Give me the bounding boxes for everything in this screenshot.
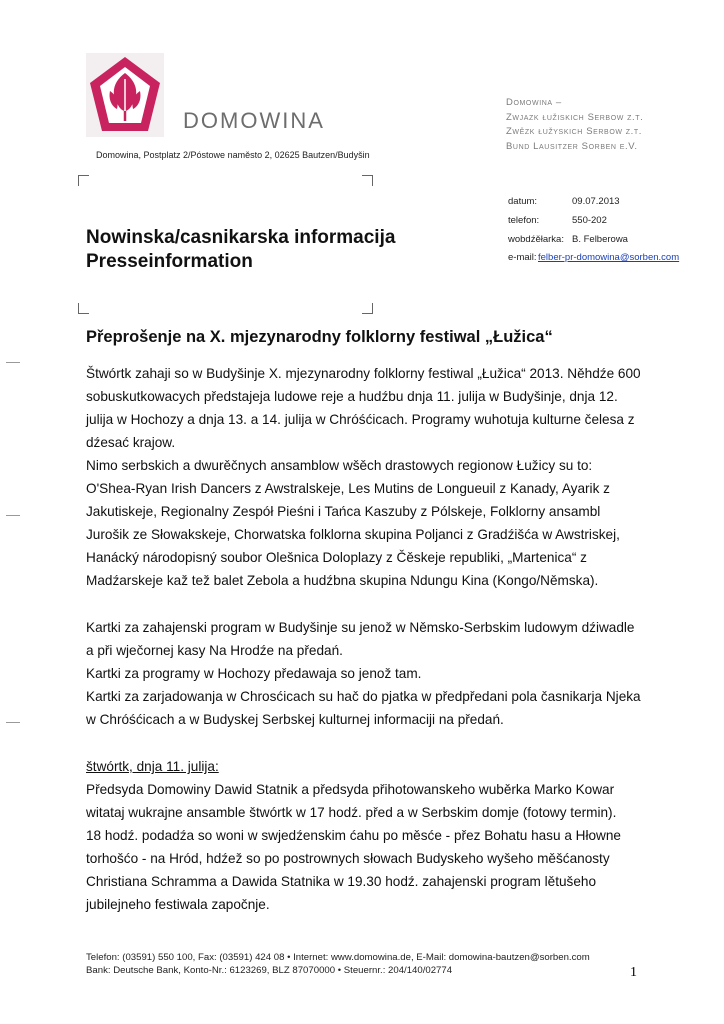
corner-mark-top-right [362,175,373,186]
corner-mark-top-left [78,175,89,186]
corner-mark-bottom-right [362,303,373,314]
footer-contact-line: Telefon: (03591) 550 100, Fax: (03591) 424 08 • Internet: www.domowina.de, E-Mail: domowina-bautzen@sorben.com [86,952,590,963]
title-line-sorbian: Nowinska/casnikarska informacija [86,227,396,248]
phone-value: 550-202 [572,215,607,226]
text-line: Madźarskeje kaž tež balet Zebola a hudźbna skupina Ndungu Kina (Kongo/Němska). [86,573,599,588]
organization-names [506,96,643,154]
domowina-logo-icon [86,53,164,137]
email-link[interactable]: felber-pr-domowina@sorben.com [538,252,680,263]
title-line-german: Presseinformation [86,251,253,272]
org-name-line: Bund Lausitzer Sorben e.V. [506,140,638,152]
page-number: 1 [630,965,637,980]
text-line: 18 hodź. podadźa so woni w swjedźenskim ćahu po měsće - přez Bohatu hasu a Hłowne [86,828,621,843]
text-line: torhošćo - na Hród, hdźež so po postrownych słowach Budyskeho wyšeho měšćanosty [86,851,610,866]
text-line: Jakutiskeje, Regionalny Zespół Pieśni i Tańca Kaszuby z Pólskeje, Folklorny ansambl [86,504,601,519]
text-line: dźesać krajow. [86,435,176,450]
fold-mark [6,722,20,723]
footer-bank-line: Bank: Deutsche Bank, Konto-Nr.: 6123269, BLZ 87070000 • Steuernr.: 204/140/02774 [86,965,453,976]
text-line: O'Shea-Ryan Irish Dancers z Awstralskeje, Les Mutins de Longueuil z Kanady, Ayarik z [86,481,610,496]
phone-label: telefon: [508,215,540,226]
org-name-line: Zwjazk łužiskich Serbow z.t. [506,111,644,123]
text-line: witataj wukrajne ansamble štwórtk w 17 hodź. před a w Serbskim domje (fotowy termin). [86,805,617,820]
text-line: jubilejneho festiwala započnje. [86,897,270,912]
text-line: Kartki za programy w Hochozy předawaja so jenož tam. [86,666,422,681]
corner-mark-bottom-left [78,303,89,314]
page-footer [86,951,590,977]
text-line: sobuskutkowacych předstajeja ludowe reje a hudźbu dnja 11. julija w Budyšinje, dnja 12. [86,389,618,404]
org-name-line: Zwězk łužyskich Serbow z.t. [506,126,643,137]
text-line: Kartki za zarjadowanja w Chrosćicach su hač do pjatka w předpředani pola časnikarja Njeka [86,689,641,704]
paragraph-tickets [86,616,646,731]
org-name-line: Domowina – [506,97,562,108]
text-line: Jurošik ze Słowakskeje, Chorwatska folklorna skupina Poljanci z Gradźišća w Awstriskej, [86,527,620,542]
text-line: Hanácký národopisný soubor Olešnica Doloplazy z Čěskeje republiki, „Martenica“ z [86,550,587,565]
text-line: Christiana Schramma a Dawida Statnika w 19.30 hodź. zahajenski program lětušeho [86,874,597,889]
text-line: Předsyda Domowiny Dawid Statnik a předsyda přihotowanskeho wuběrka Marko Kowar [86,782,615,797]
email-label: e-mail: [508,252,537,263]
paragraph-intro [86,362,646,592]
text-line: a při wječornej kasy Na Hrodźe na předań. [86,643,343,658]
text-line: w Chróśćicach a w Budyskej Serbskej kulturnej informaciji na předań. [86,712,504,727]
paragraph-thursday [86,755,646,916]
fold-mark [6,362,20,363]
text-line: julija w Hochozy a dnja 13. a 14. julija w Chróśćicach. Programy wuhotuja kulturne čelesa z [86,412,635,427]
fold-mark [6,515,20,516]
editor-value: B. Felberowa [572,234,628,245]
date-label: datum: [508,196,538,207]
text-line: Štwórtk zahaji so w Budyšinje X. mjezynarodny folklorny festiwal „Łužica“ 2013. Něhdźe 600 [86,366,641,381]
text-line: Kartki za zahajenski program w Budyšinje su jenož w Němsko-Serbskim ludowym dźiwadle [86,620,635,635]
text-line: Nimo serbskich a dwurěčnych ansamblow wšěch drastowych regionow Łužicy su to: [86,458,593,473]
sender-address: Domowina, Postplatz 2/Póstowe naměsto 2, 02625 Bautzen/Budyšin [96,150,370,160]
logo-wordmark: DOMOWINA [183,108,325,133]
date-value: 09.07.2013 [572,196,620,207]
article-heading: Přeprošenje na X. mjezynarodny folklorny festiwal „Łužica“ [86,328,553,346]
editor-label: wobdźěłarka: [508,234,564,245]
section-subheading: štwórtk, dnja 11. julija: [86,759,219,774]
document-title [86,226,395,274]
